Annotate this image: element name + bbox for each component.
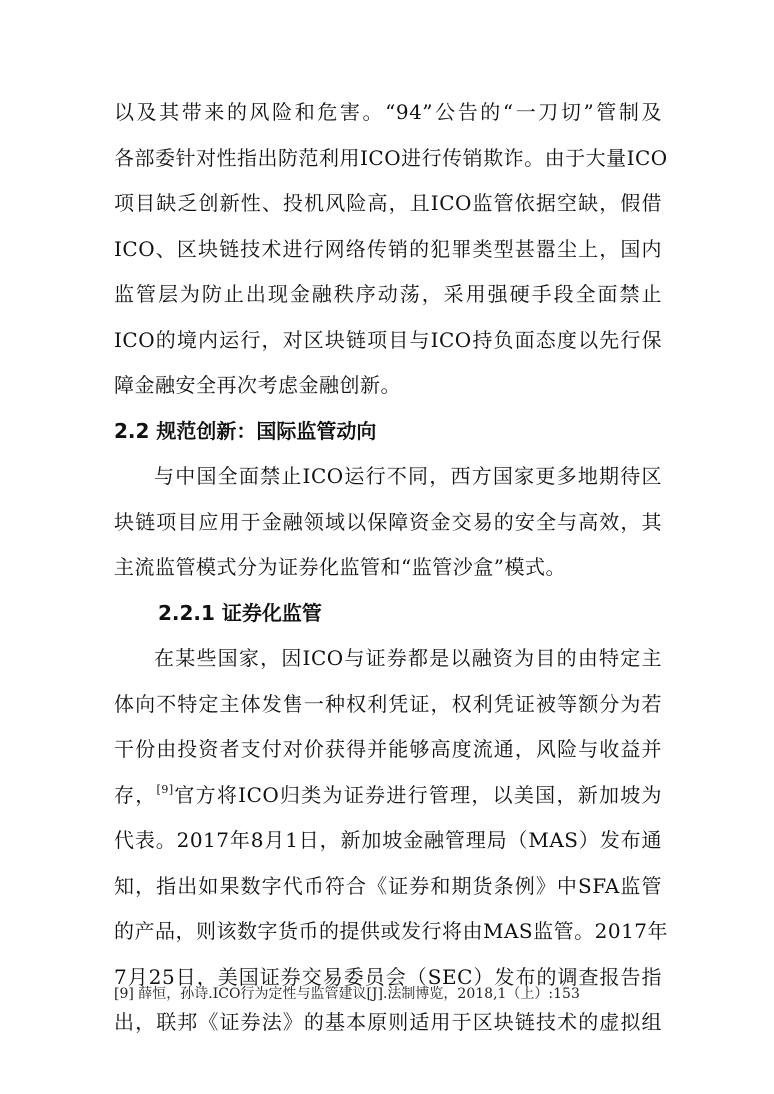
paragraph-line: 体向不特定主体发售一种权利凭证，权利凭证被等额分为若 [114, 692, 662, 716]
paragraph-line: 代表。2017年8月1日，新加坡金融管理局（MAS）发布通 [114, 828, 662, 852]
paragraph-line: 以及其带来的风险和危害。“94”公告的“一刀切”管制及 [114, 100, 662, 124]
paragraph-line: 主流监管模式分为证券化监管和“监管沙盒”模式。 [114, 555, 566, 579]
footnote-reference[interactable]: [9] [156, 783, 174, 796]
paragraph-line: ICO的境内运行，对区块链项目与ICO持负面态度以先行保 [114, 328, 662, 352]
paragraph-line: 障金融安全再次考虑金融创新。 [114, 373, 401, 397]
paragraph-line: ICO、区块链技术进行网络传销的犯罪类型甚嚣尘上，国内 [114, 237, 662, 261]
paragraph-line: 知，指出如果数字代币符合《证券和期货条例》中SFA监管 [114, 874, 662, 898]
paragraph-line [114, 775, 662, 815]
paragraph-line: 7月25日，美国证券交易委员会（SEC）发布的调查报告指 [114, 965, 662, 989]
paragraph-line: 出，联邦《证券法》的基本原则适用于区块链技术的虚拟组 [114, 1010, 662, 1034]
footnote: [9] 薛恒，孙诗.ICO行为定性与监管建议[J].法制博览，2018,1（上）:153 [114, 986, 580, 1002]
paragraph-line: 各部委针对性指出防范利用ICO进行传销欺诈。由于大量ICO [114, 146, 668, 170]
paragraph-line: 干份由投资者支付对价获得并能够高度流通，风险与收益并 [114, 737, 662, 761]
paragraph-line: 监管层为防止出现金融秩序动荡，采用强硬手段全面禁止 [114, 282, 662, 306]
section-heading: 2.2 规范创新：国际监管动向 [114, 419, 377, 443]
paragraph-line: 块链项目应用于金融领域以保障资金交易的安全与高效，其 [114, 510, 662, 534]
paragraph-line: 项目缺乏创新性、投机风险高，且ICO监管依据空缺，假借 [114, 191, 662, 215]
subsection-heading: 2.2.1 证券化监管 [158, 601, 322, 625]
text-run: 存， [114, 783, 157, 807]
paragraph-line: 与中国全面禁止ICO运行不同，西方国家更多地期待区 [154, 464, 662, 488]
paragraph-line: 在某些国家，因ICO与证券都是以融资为目的由特定主 [154, 646, 662, 670]
text-run: 官方将ICO归类为证券进行管理，以美国，新加坡为 [173, 783, 662, 807]
paragraph-line: 的产品，则该数字货币的提供或发行将由MAS监管。2017年 [114, 919, 669, 943]
